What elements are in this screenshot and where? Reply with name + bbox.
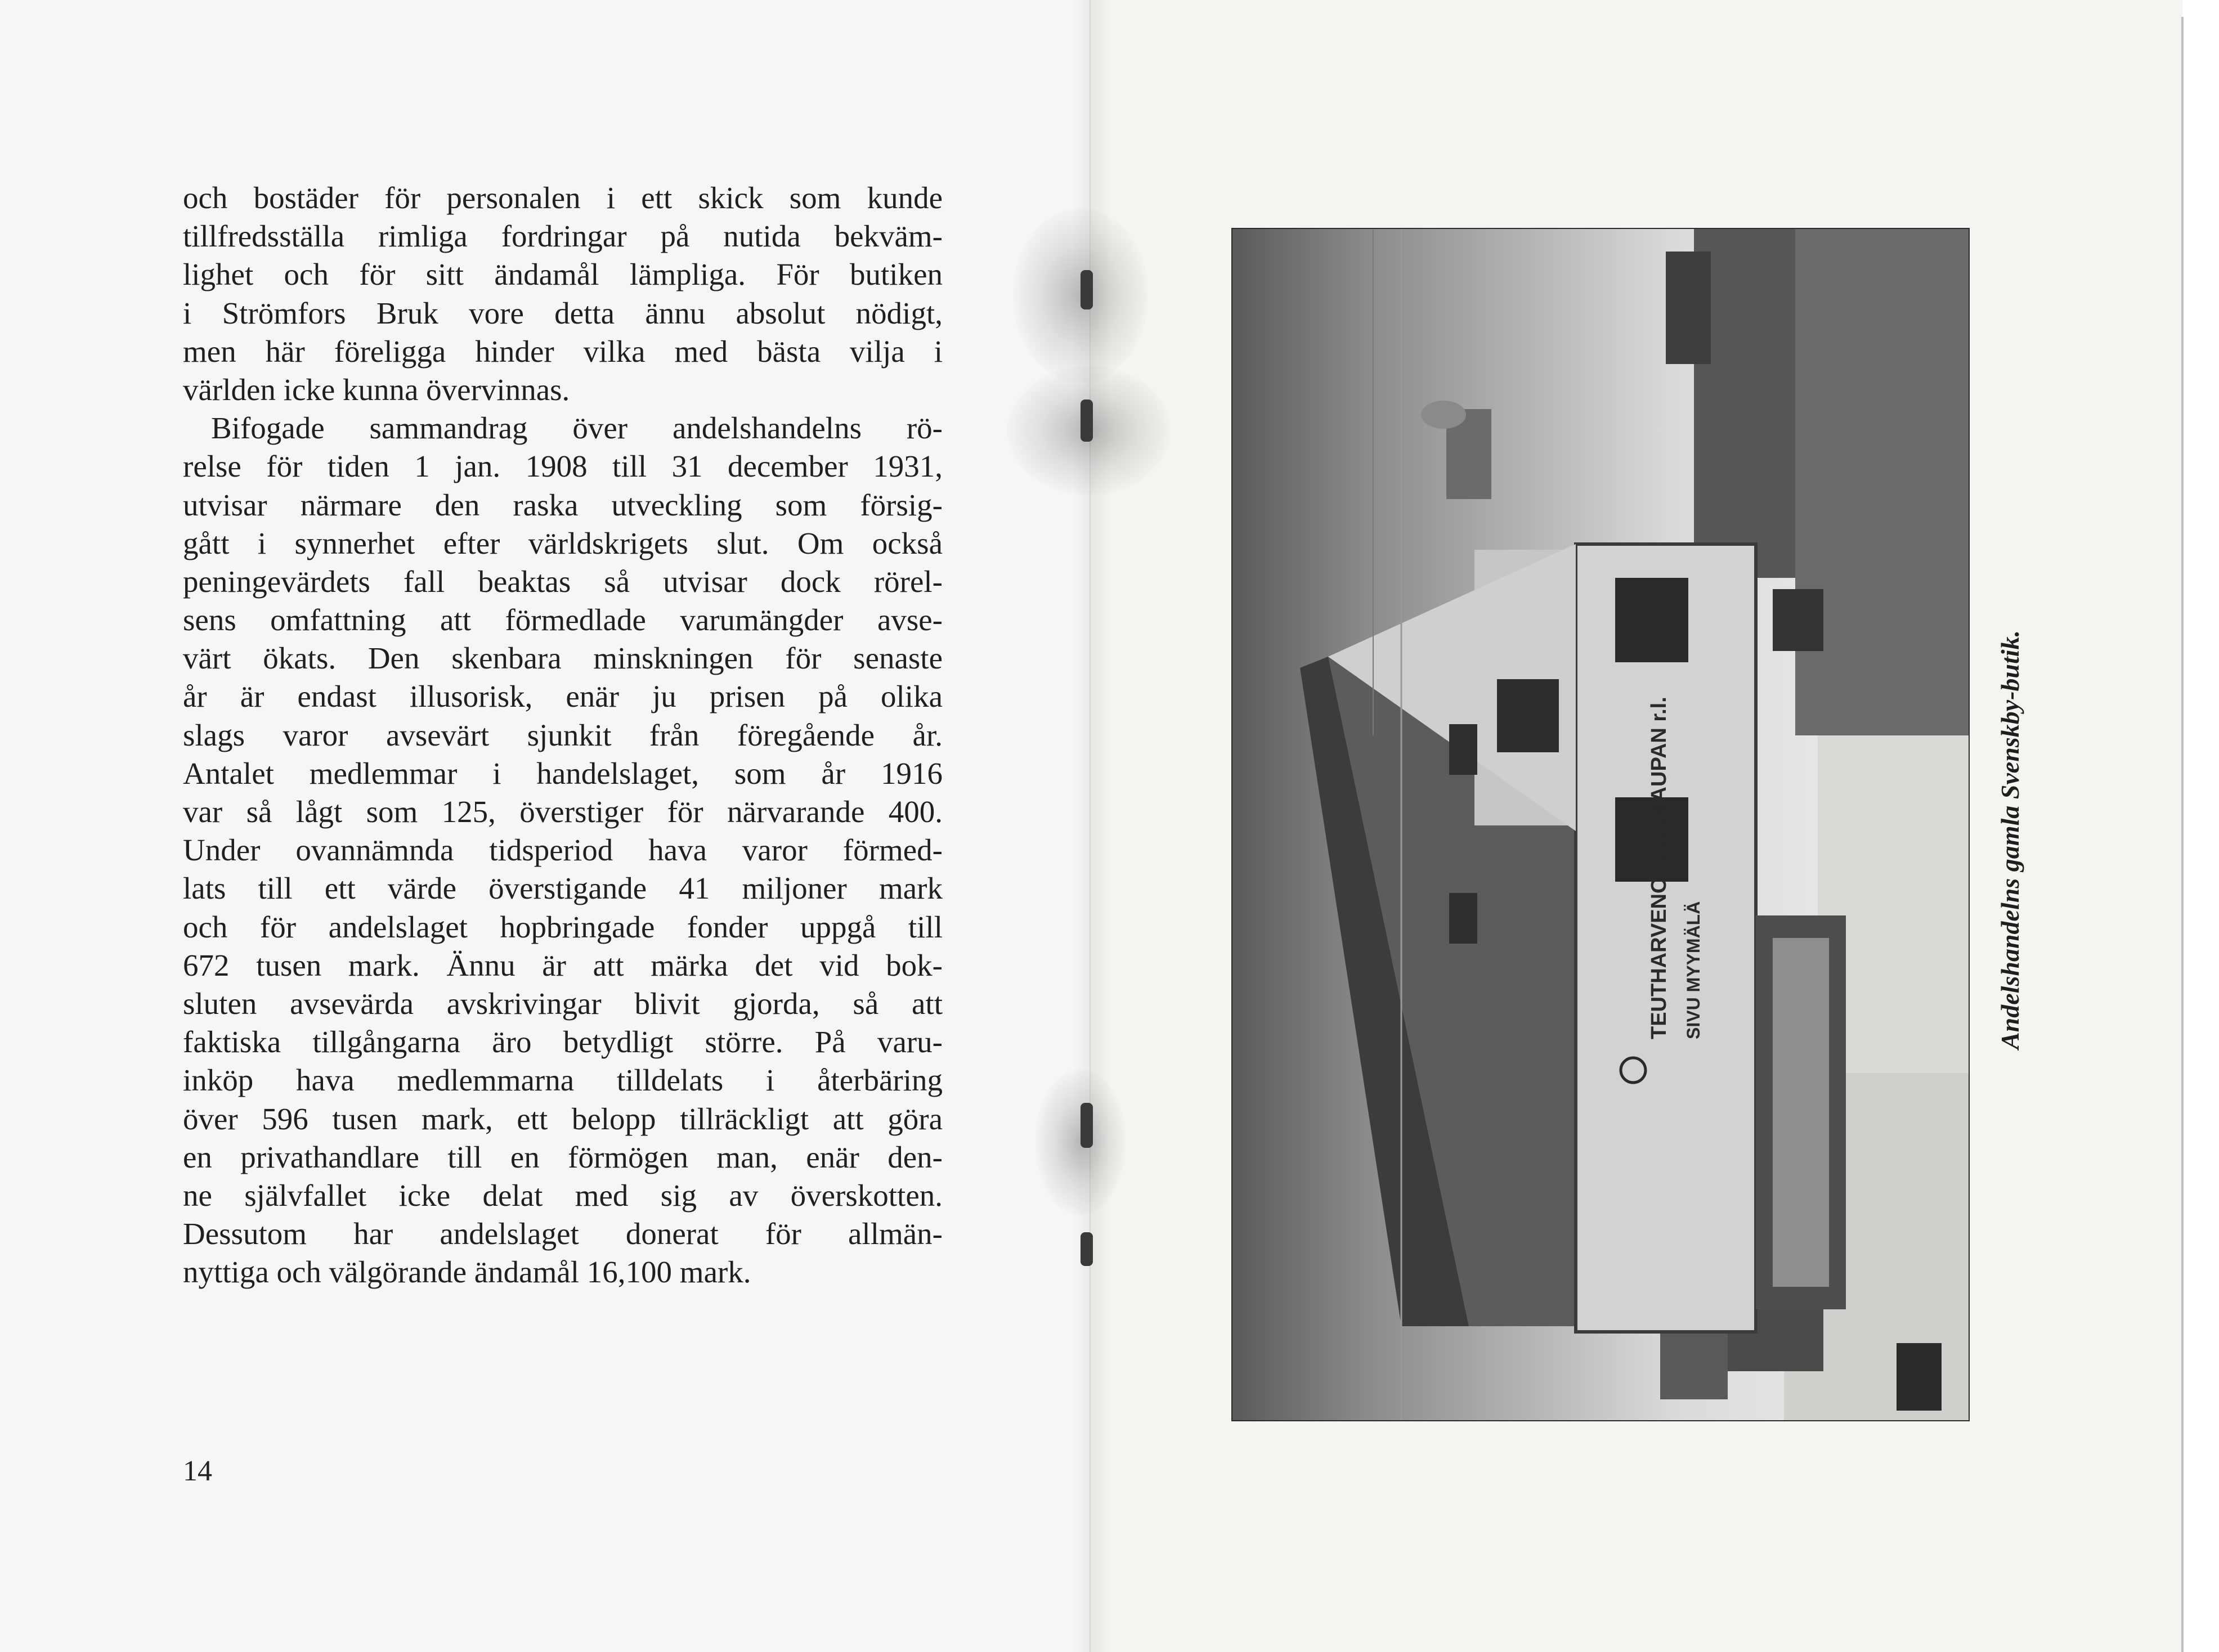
text-line: värt ökats. Den skenbara minskningen för senaste: [183, 641, 943, 676]
caption-text: Andelshandelns gamla Svenskby-butik.: [1996, 630, 2024, 1049]
text-line: över 596 tusen mark, ett belopp tillräckligt att göra: [183, 1101, 943, 1136]
text-line: i Strömfors Bruk vore detta ännu absolut nödigt,: [183, 295, 943, 330]
text-line: och för andelslaget hopbringade fonder uppgå till: [183, 909, 943, 944]
store-photograph: [1231, 228, 1970, 1421]
text-line: nyttiga och välgörande ändamål 16,100 mark.: [183, 1255, 751, 1290]
text-line: sens omfattning att förmedlade varumängder avse-: [183, 603, 943, 638]
store-sign-line-1: TEUTHARVENOSUUSKAUPAN r.l.: [1647, 697, 1671, 1039]
page-number: 14: [183, 1455, 212, 1487]
staple-lower: [1081, 1103, 1093, 1148]
text-line: utvisar närmare den raska utveckling som försig-: [183, 487, 943, 522]
text-line: en privathandlare till en förmögen man, enär den-: [183, 1139, 943, 1174]
text-line: peningevärdets fall beaktas så utvisar dock rörel-: [183, 564, 943, 599]
text-line: tillfredsställa rimliga fordringar på nutida bekväm-: [183, 219, 943, 254]
text-line: var så lågt som 125, överstiger för närvarande 400.: [183, 794, 943, 829]
text-line: men här föreligga hinder vilka med bästa vilja i: [183, 334, 943, 369]
staple-bottom: [1081, 1232, 1093, 1266]
text-line: och bostäder för personalen i ett skick som kunde: [183, 181, 943, 215]
text-line: Antalet medlemmar i handelslaget, som år 1916: [183, 756, 943, 791]
text-line: faktiska tillgångarna äro betydligt större. På varu-: [183, 1025, 943, 1060]
staple-upper: [1081, 399, 1093, 442]
staple-top: [1081, 270, 1093, 309]
text-line: lighet och för sitt ändamål lämpliga. För butiken: [183, 257, 943, 292]
text-line: Dessutom har andelslaget donerat för allmän-: [183, 1216, 943, 1251]
text-line: lats till ett värde överstigande 41 miljoner mark: [183, 871, 943, 906]
store-sign-line-2: SIVU MYYMÄLÄ: [1683, 901, 1704, 1039]
body-text: [183, 179, 943, 1291]
text-line: ne självfallet icke delat med sig av överskotten.: [183, 1178, 943, 1213]
text-line: sluten avsevärda avskrivingar blivit gjorda, så att: [183, 986, 943, 1021]
text-line: världen icke kunna övervinnas.: [183, 372, 570, 407]
text-line: inköp hava medlemmarna tilldelats i återbäring: [183, 1063, 943, 1098]
text-line: 672 tusen mark. Ännu är att märka det vid bok-: [183, 948, 943, 982]
page-edge: [2181, 17, 2219, 1652]
text-line: slags varor avsevärt sjunkit från föregående år.: [183, 717, 943, 752]
text-line: relse för tiden 1 jan. 1908 till 31 december 1931,: [183, 449, 943, 484]
text-line: år är endast illusorisk, enär ju prisen på olika: [183, 679, 943, 714]
text-line: gått i synnerhet efter världskrigets slut. Om också: [183, 526, 943, 560]
text-line: Bifogade sammandrag över andelshandelns rö-: [211, 411, 943, 446]
text-line: Under ovannämnda tidsperiod hava varor förmed-: [183, 833, 943, 868]
